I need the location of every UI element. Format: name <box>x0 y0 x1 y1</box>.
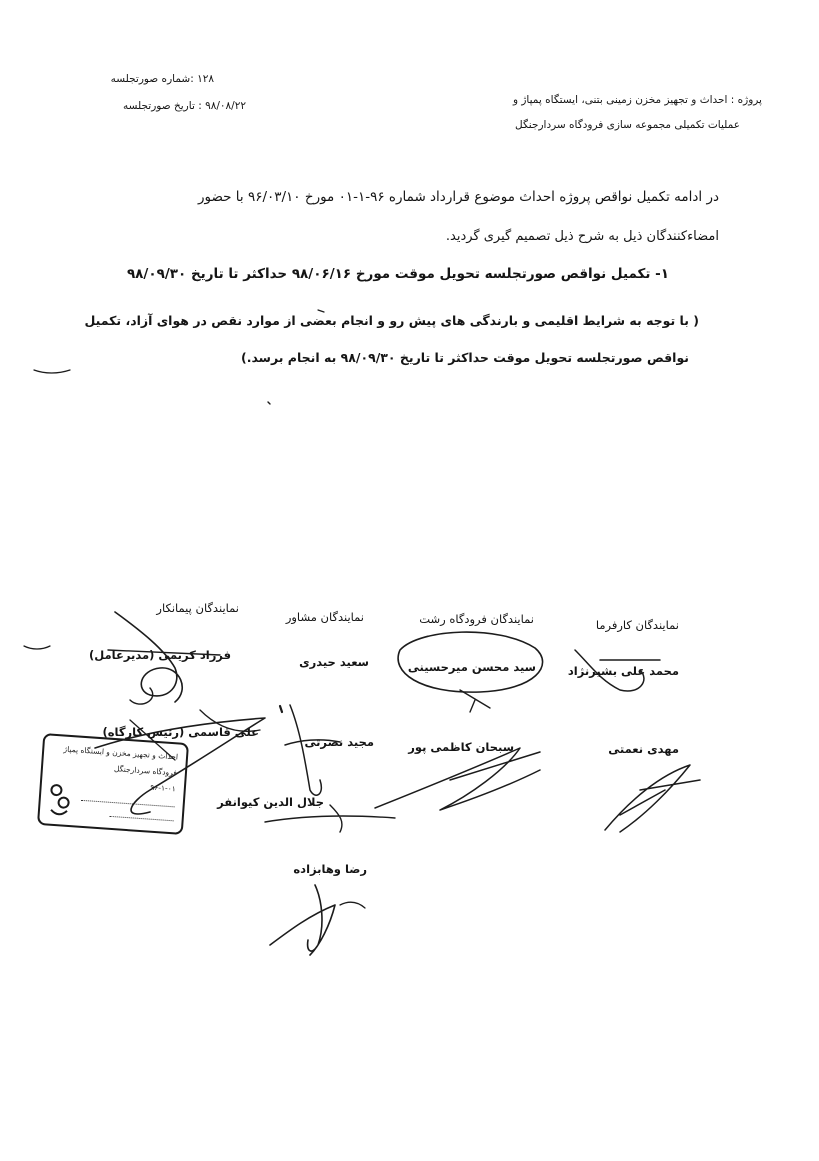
employer-name-2: مهدی نعمتی <box>608 742 679 756</box>
project-title-line1: پروژه : احداث و تجهیز مخزن زمینی بتنی، ایستگاه پمپاژ و <box>512 94 762 106</box>
airport-title: نمایندگان فرودگاه رشت <box>419 612 534 626</box>
note-line-2: نواقص صورتجلسه تحویل موقت حداکثر تا تاریخ ۹۸/۰۹/۳۰ به انجام برسد.) <box>241 350 689 365</box>
airport-name-2: سبحان کاظمی پور <box>408 740 514 754</box>
decision-item-1: ۱- تکمیل نواقص صورتجلسه تحویل موقت مورخ ۹۸/۰۶/۱۶ حداکثر تا تاریخ ۹۸/۰۹/۳۰ <box>126 266 669 282</box>
signature-extra <box>270 885 335 955</box>
contractor-name-1: فرزاد کریمی (مدیرعامل) <box>89 648 231 662</box>
signature-employer-2 <box>605 765 700 832</box>
employer-title: نمایندگان کارفرما <box>595 618 679 632</box>
consultant-title: نمایندگان مشاور <box>285 610 364 624</box>
contractor-name-2: علی قاسمی (رئیس کارگاه) <box>102 725 259 739</box>
stamp-line-2: فرودگاه سردارجنگل <box>113 764 178 778</box>
employer-name-1: محمد علی بشیرنژاد <box>567 664 679 678</box>
consultant-name-1: سعید حیدری <box>299 655 369 669</box>
intro-line-2: امضاءکنندگان ذیل به شرح ذیل تصمیم گیری گردید. <box>445 229 719 244</box>
note-line-1: ( با توجه به شرایط اقلیمی و بارندگی های پیش رو و انجام بعضی از موارد نقص در هوای آزاد، تکمیل <box>84 313 699 328</box>
company-stamp <box>37 733 189 835</box>
signature-airport-2 <box>375 748 540 810</box>
extra-signatory-name: رضا وهابزاده <box>293 862 367 876</box>
intro-line-1: در ادامه تکمیل نواقص پروژه احداث موضوع قرارداد شماره ۹۶-۱-۰۱ مورخ ۹۶/۰۳/۱۰ با حضور <box>197 189 719 205</box>
signature-consultant <box>285 705 340 795</box>
stamp-logo-icon <box>46 779 75 819</box>
meeting-date: ۹۸/۰۸/۲۲ : تاریخ صورتجلسه <box>123 100 246 112</box>
signature-airport-3 <box>265 805 395 832</box>
margin-mark-2 <box>24 646 50 649</box>
stamp-line-1: احداث و تجهیز مخزن و ایستگاه پمپاژ <box>63 744 179 762</box>
stamp-line-3: ۹۶-۱-۰۱ <box>149 782 177 794</box>
consultant-name-2: مجید نصرتی <box>304 735 374 749</box>
airport-name-1: سید محسن میرحسینی <box>407 660 536 674</box>
airport-name-3: جلال الدین کیوانفر <box>217 795 324 809</box>
contractor-title: نمایندگان پیمانکار <box>156 601 239 615</box>
meeting-number: ۱۲۸ :شماره صورتجلسه <box>110 73 214 85</box>
margin-mark-1 <box>34 370 70 373</box>
project-title-line2: عملیات تکمیلی مجموعه سازی فرودگاه سردارجنگل <box>515 119 740 131</box>
